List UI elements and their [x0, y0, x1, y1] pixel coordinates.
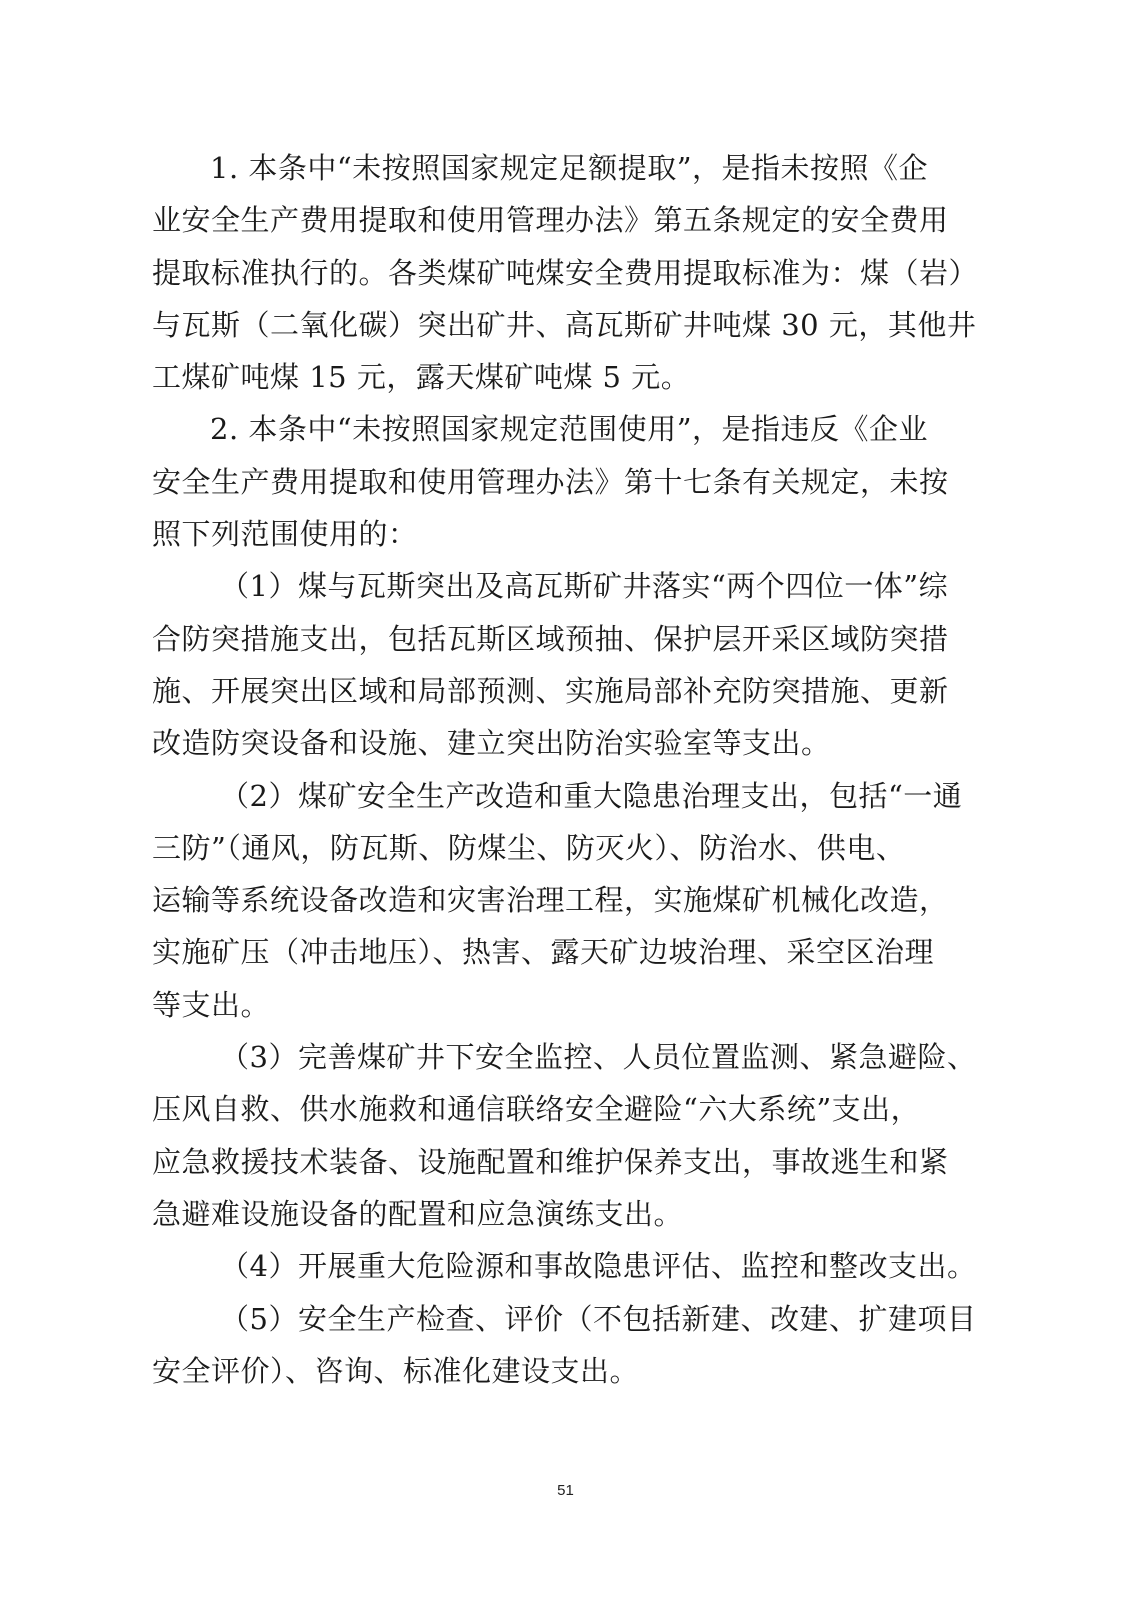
paragraph-1-line-2: 业安全生产费用提取和使用管理办法》第五条规定的安全费用: [152, 203, 949, 238]
item-2-line-4: 实施矿压（冲击地压）、热害、露天矿边坡治理、采空区治理: [152, 935, 935, 970]
paragraph-1-line-3: 提取标准执行的。各类煤矿吨煤安全费用提取标准为：煤（岩）: [152, 255, 979, 290]
item-4-line-1: （4）开展重大危险源和事故隐患评估、监控和整改支出。: [220, 1249, 977, 1284]
item-2-line-2: 三防”（通风，防瓦斯、防煤尘、防灭火）、防治水、供电、: [152, 830, 906, 865]
item-2-line-5: 等支出。: [152, 987, 271, 1022]
paragraph-1-line-1: 1. 本条中“未按照国家规定足额提取”，是指未按照《企: [210, 151, 929, 185]
item-1-line-3: 施、开展突出区域和局部预测、实施局部补充防突措施、更新: [152, 673, 949, 708]
item-3-line-3: 应急救援技术装备、设施配置和维护保养支出，事故逃生和紧: [152, 1144, 949, 1179]
item-2-line-1: （2）煤矿安全生产改造和重大隐患治理支出，包括“一通: [220, 778, 963, 813]
paragraph-2-line-1: 2. 本条中“未按照国家规定范围使用”，是指违反《企业: [210, 412, 929, 447]
paragraph-2-line-3: 照下列范围使用的：: [152, 517, 418, 552]
paragraph-2-line-2: 安全生产费用提取和使用管理办法》第十七条有关规定，未按: [152, 464, 949, 499]
paragraph-1-line-4: 与瓦斯（二氧化碳）突出矿井、高瓦斯矿井吨煤 30 元，其他井: [152, 307, 977, 342]
item-3-line-1: （3）完善煤矿井下安全监控、人员位置监测、紧急避险、: [220, 1040, 977, 1075]
item-3-line-4: 急避难设施设备的配置和应急演练支出。: [152, 1196, 684, 1231]
body-text: [152, 142, 979, 1397]
page-number: 51: [557, 1482, 574, 1499]
item-1-line-1: （1）煤与瓦斯突出及高瓦斯矿井落实“两个四位一体”综: [220, 569, 949, 604]
item-3-line-2: 压风自救、供水施救和通信联络安全避险“六大系统”支出，: [152, 1092, 921, 1127]
item-2-line-3: 运输等系统设备改造和灾害治理工程，实施煤矿机械化改造，: [152, 883, 949, 918]
item-1-line-2: 合防突措施支出，包括瓦斯区域预抽、保护层开采区域防突措: [152, 621, 949, 656]
item-1-line-4: 改造防突设备和设施、建立突出防治实验室等支出。: [152, 726, 831, 761]
item-5-line-2: 安全评价）、咨询、标准化建设支出。: [152, 1353, 640, 1388]
item-5-line-1: （5）安全生产检查、评价（不包括新建、改建、扩建项目: [220, 1301, 977, 1336]
paragraph-1-line-5: 工煤矿吨煤 15 元，露天煤矿吨煤 5 元。: [152, 360, 691, 395]
